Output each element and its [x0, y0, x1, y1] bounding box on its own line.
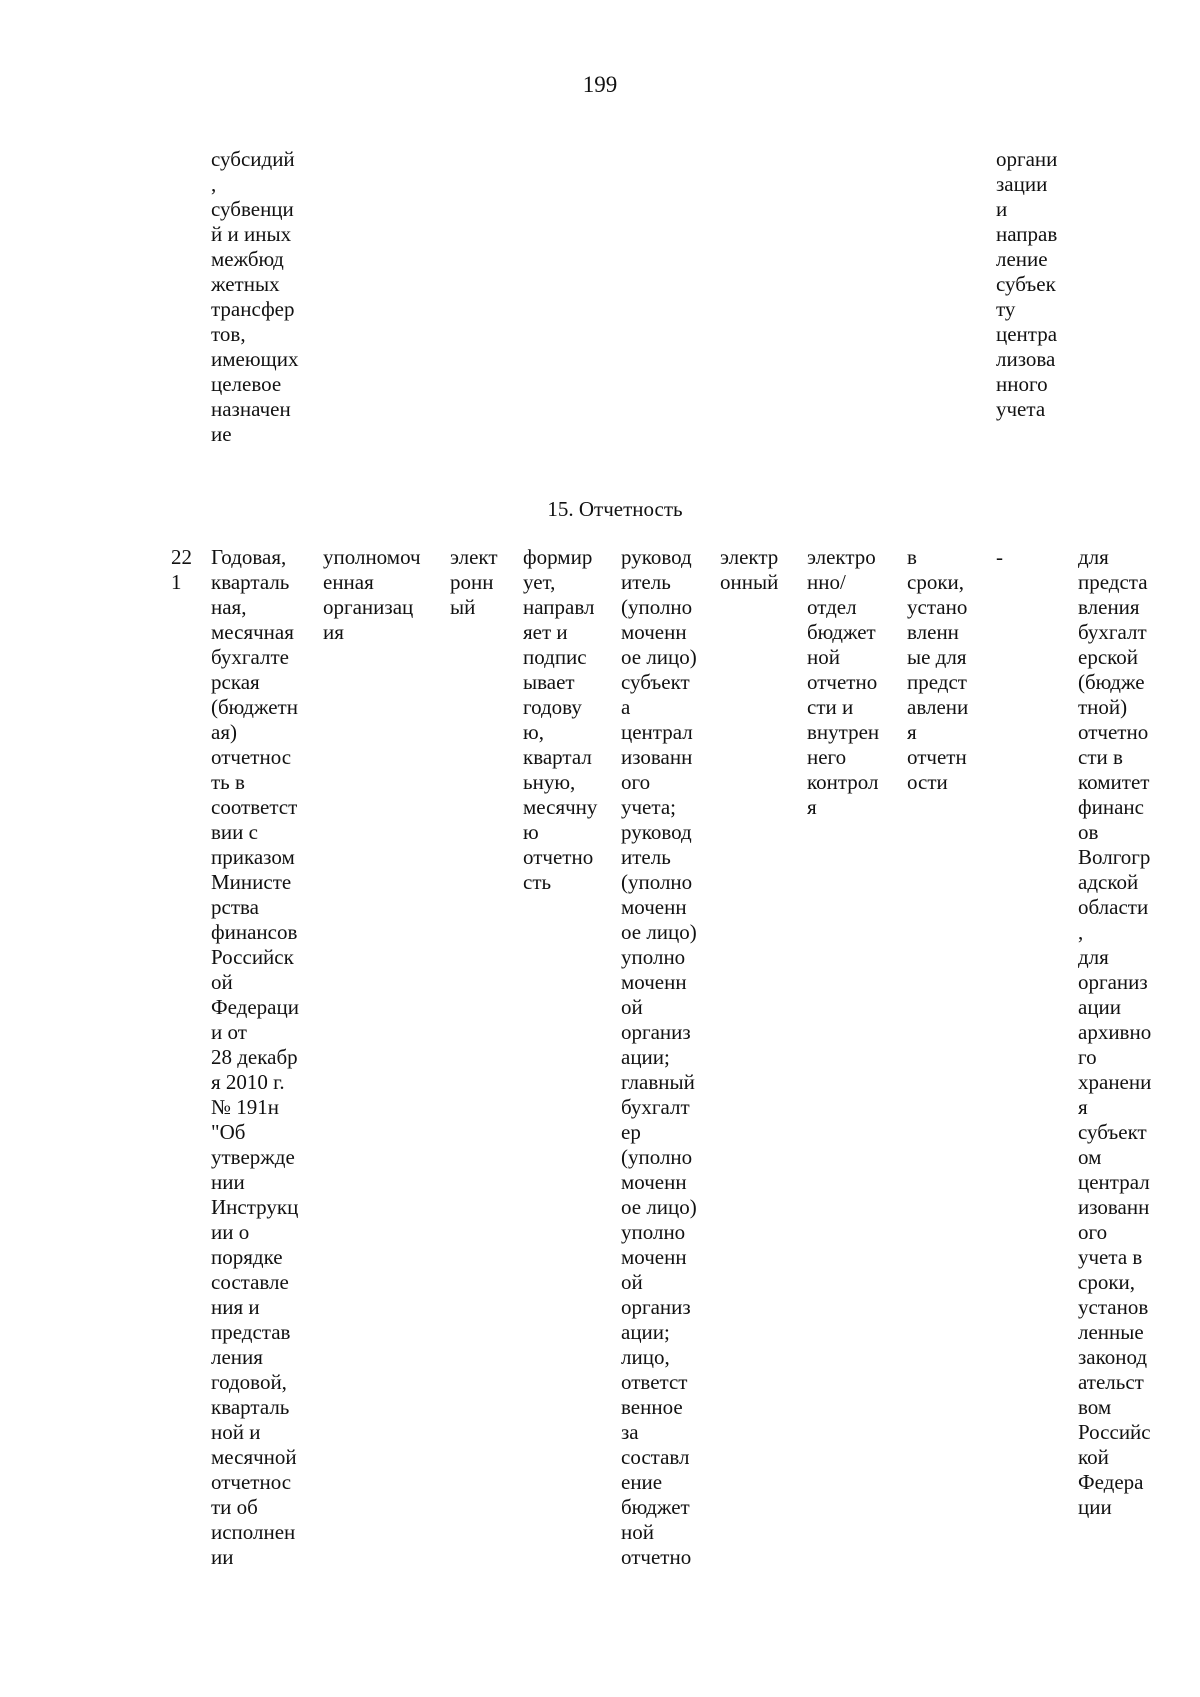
continuation-col-name: субсидий , субвенци й и иных межбюд жетных трансфер тов, имеющих целевое назначен ие [211, 147, 299, 446]
cell-purpose: для предста вления бухгалт ерской (бюдже тной) отчетно сти в комитет финанс ов Волгогр адской области , для организ ации архивно го хранени я субъект ом централ изованн ого учета в сроки, установ ленные законод ательст вом Российс кой Федера ции [1078, 545, 1152, 1519]
cell-organization: уполномоч енная организац ия [323, 545, 421, 644]
row-number: 22 1 [171, 545, 192, 594]
cell-action: формир ует, направл яет и подпис ывает годову ю, квартал ьную, месячну ю отчетно сть [523, 545, 598, 894]
section-title: 15. Отчетность [547, 497, 683, 521]
continuation-col-purpose: органи зации и направ ление субъек ту центра лизова нного учета [996, 147, 1058, 421]
cell-deadline: в сроки, устано вленн ые для предст авлени я отчетн ости [907, 545, 969, 794]
cell-format: элект ронн ый [450, 545, 498, 619]
cell-dash: - [996, 545, 1003, 569]
cell-recipient: электро нно/ отдел бюджет ной отчетно сти и внутрен него контрол я [807, 545, 880, 819]
cell-responsible: руковод итель (уполно моченн ое лицо) субъект а централ изованн ого учета; руковод итель (уполно моченн ое лицо) уполно моченн ой организ ации; главный бухгалт ер (уполно моченн ое лицо) уполно моченн ой организ ации; лицо, ответст венное за составл ение бюджет ной отчетно [621, 545, 697, 1569]
cell-signature-type: электр онный [720, 545, 779, 594]
page-number: 199 [582, 72, 618, 97]
cell-document-name: Годовая, кварталь ная, месячная бухгалте рская (бюджетн ая) отчетнос ть в соответст вии с приказом Министе рства финансов Российск ой Федераци и от 28 декабр я 2010 г. № 191н "Об утвержде нии Инструкц ии о порядке составле ния и представ ления годовой, кварталь ной и месячной отчетнос ти об исполнен ии [211, 545, 299, 1569]
